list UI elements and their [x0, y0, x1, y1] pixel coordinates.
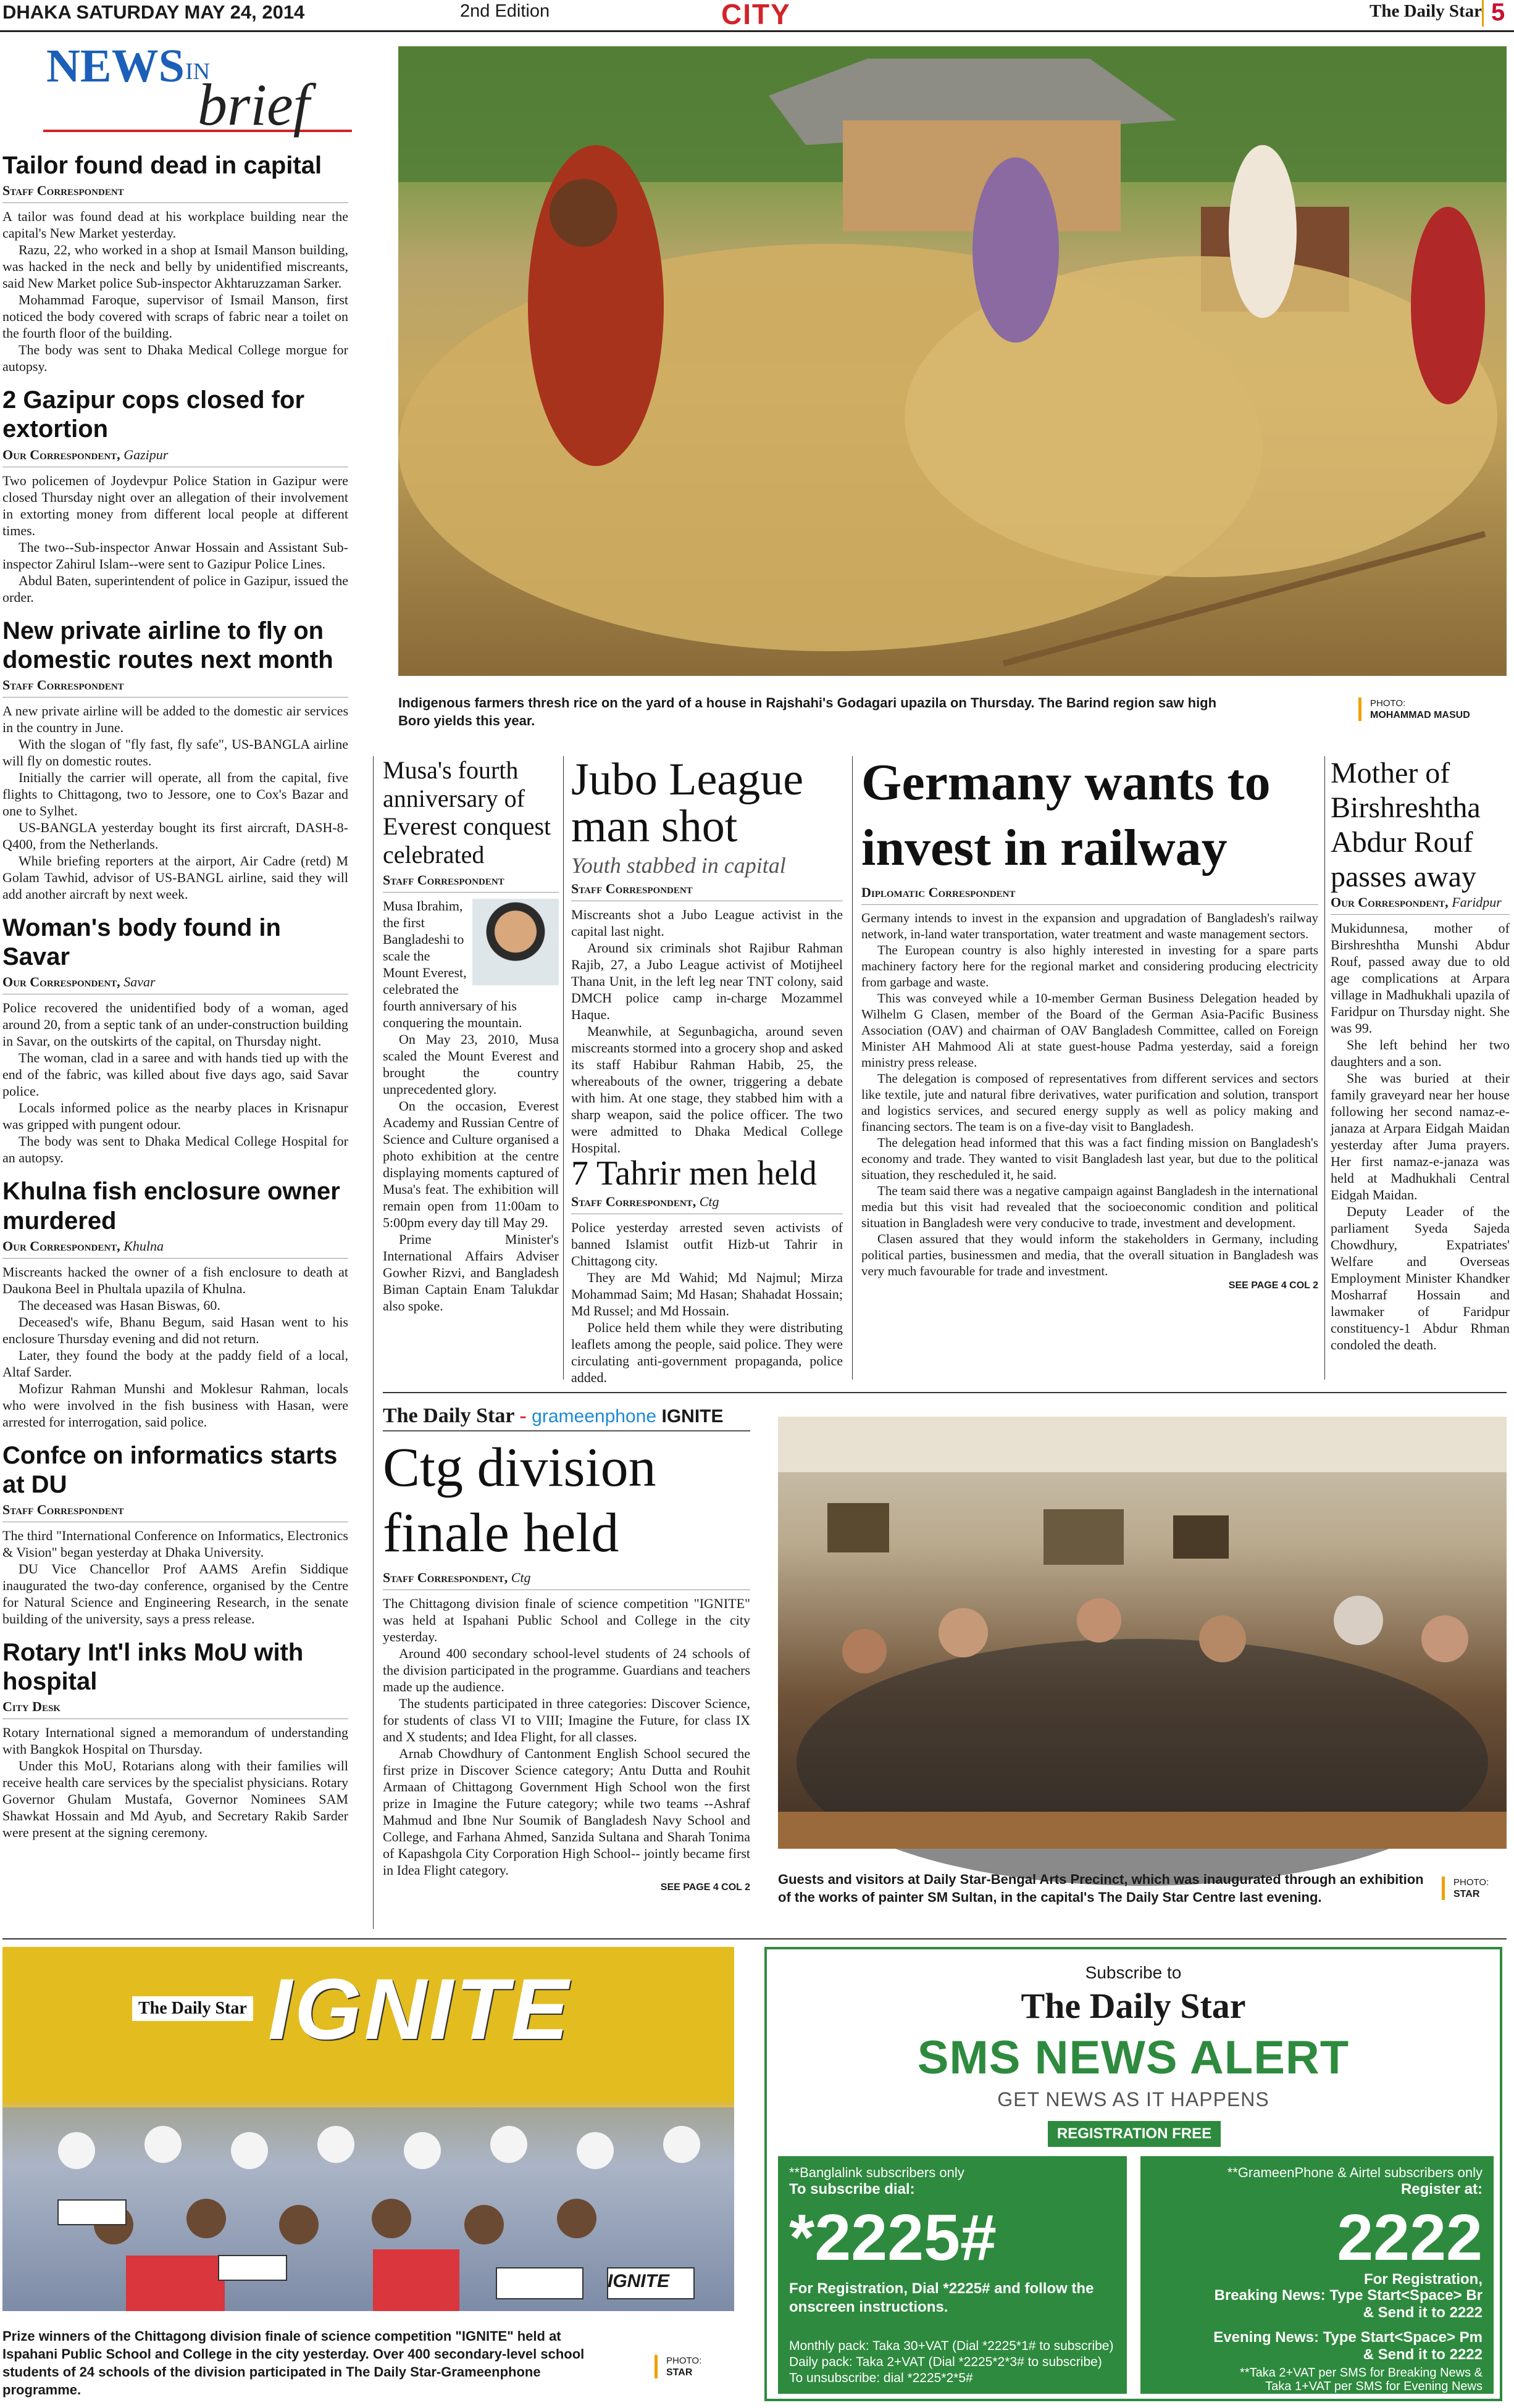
ignite-headline: Ctg division finale held — [383, 1437, 656, 1564]
brief-paragraph: DU Vice Chancellor Prof AAMS Arefin Siddique inaugurated the two-day conference, organised by the Centre for Natural Science and Engineering Research, in the senate building of the university, says a press release. — [2, 1561, 348, 1627]
brief-place: Gazipur — [123, 446, 169, 462]
sms-news-alert-ad — [764, 1947, 1502, 2401]
paragraph: The students participated in three categories: Discover Science, for students of class VI to VIII; Imagine the Future, for class IX and X students; and Idea Flight, for all classes. — [383, 1696, 750, 1744]
tahrir-byline-text: Staff Correspondent, — [571, 1193, 696, 1209]
germany-jump[interactable]: SEE PAGE 4 COL 2 — [1228, 1280, 1318, 1291]
students-photo — [2, 1947, 734, 2311]
paragraph: The Chittagong division finale of science competition "IGNITE" was held at Ispahani Public School and College in the city yesterday. — [383, 1596, 750, 1644]
section-rule — [2, 1938, 1507, 1939]
musa-story — [383, 756, 559, 1377]
section-title: CITY — [721, 0, 791, 30]
musa-byline: Staff Correspondent — [383, 872, 559, 893]
musa-headline: Musa's fourth anniversary of Everest conquest celebrated — [383, 756, 551, 869]
brief-place: Savar — [123, 974, 156, 990]
mother-headline: Mother of Birshreshtha Abdur Rouf passes away — [1331, 757, 1481, 893]
paragraph: She left behind her two daughters and a son. — [1331, 1037, 1510, 1069]
ignite-byline — [383, 1570, 750, 1590]
paragraph: Police yesterday arrested seven activists of banned Islamist outfit Hizb-ut Tahrir in Chittagong city. — [571, 1219, 843, 1269]
banglalink-note: **Banglalink subscribers only — [789, 2165, 964, 2180]
germany-byline: Diplomatic Correspondent — [861, 885, 1318, 905]
brief-byline-text: Staff Correspondent — [2, 183, 124, 199]
brief-byline — [2, 1699, 348, 1719]
brief-paragraph: Deceased's wife, Bhanu Begum, said Hasan went to his enclosure Thursday evening and did not return. — [2, 1314, 348, 1346]
brief-story — [2, 914, 348, 1166]
paragraph: On May 23, 2010, Musa scaled the Mount Everest and brought the country unprecedented glory. — [383, 1031, 559, 1098]
jubo-subtitle: Youth stabbed in capital — [571, 853, 786, 878]
paragraph: Mukidunnesa, mother of Birshreshtha Munshi Abdur Rouf, passed away due to old age complications at Arpara village in Madhukhali upazila of Faridpur on Thursday night. She was 99. — [1331, 920, 1510, 1036]
ignite-byline-text: Staff Correspondent, — [383, 1570, 508, 1585]
brief-paragraph: A new private airline will be added to the domestic air services in the country in June. — [2, 702, 348, 735]
brief-paragraph: Initially the carrier will operate, all from the capital, five flights to Chittagong, two to Jessore, one to Cox's Bazar and one to Sylhet. — [2, 769, 348, 819]
brief-byline-text: Staff Correspondent — [2, 1502, 124, 1518]
dateline: DHAKA SATURDAY MAY 24, 2014 — [2, 1, 305, 23]
brief-headline: Tailor found dead in capital — [2, 152, 322, 179]
brief-story — [2, 1441, 348, 1627]
brief-paragraph: Mofizur Rahman Munshi and Moklesur Rahman, locals who were involved in the fish business with Hasan, were arrested for interrogation, said police. — [2, 1380, 348, 1430]
threshing-photo — [398, 46, 1507, 676]
paragraph: On the occasion, Everest Academy and Russian Centre of Science and Culture organised a photo exhibition at the centre displaying moments captured of Musa's feat. The exhibition will remain open from 11:00am to 5:00pm every day till May 29. — [383, 1098, 559, 1231]
paragraph: Deputy Leader of the parliament Syeda Sajeda Chowdhury, Expatriates' Welfare and Overseas Employment Minister Khandker Mosharraf Hossain and lawmaker of Faridpur constituency-1 Abdur Rhman condoled the death. — [1331, 1204, 1510, 1352]
paragraph: Clasen assured that they would inform the stakeholders in Germany, including political parties, businessmen and media, that the overall situation in Bangladesh was very much favourable for trade and investment. — [861, 1231, 1318, 1278]
credit-label: PHOTO: — [666, 2356, 702, 2366]
ignite-dash: - — [519, 1404, 527, 1427]
brief-paragraph: The body was sent to Dhaka Medical College Hospital for an autopsy. — [2, 1133, 348, 1166]
brief-story — [2, 1177, 348, 1430]
brief-paragraph: Later, they found the body at the paddy field of a local, Altaf Sarder. — [2, 1347, 348, 1380]
gallery-illustration — [778, 1417, 1507, 1849]
brief-paragraph: The two--Sub-inspector Anwar Hossain and Assistant Sub-inspector Zahirul Islam--were sent to Gazipur Police Lines. — [2, 539, 348, 572]
brief-byline — [2, 974, 348, 994]
paragraph: Germany intends to invest in the expansion and upgradation of Bangladesh's railway network, in-land water transportation, water treatment and waste management sectors. — [861, 910, 1318, 941]
germany-story — [861, 750, 1318, 1383]
brief-byline — [2, 677, 348, 698]
banglalink-monthly: Monthly pack: Taka 30+VAT (Dial *2225*1# to subscribe) — [789, 2339, 1114, 2353]
section-rule — [383, 1392, 1507, 1393]
brief-paragraph: Under this MoU, Rotarians along with their families will receive health care services by the specialist physicians. Rotary Governor Ghulam Mustafa, Governor Nominees SAM Shawkat Hossain and Md Ayub, and Secretary Rakib Sarder were present at the signing ceremony. — [2, 1758, 348, 1841]
brief-byline-text: Our Correspondent, — [2, 974, 120, 990]
gp-reg-label: Register at: — [1400, 2181, 1483, 2198]
gallery-caption: Guests and visitors at Daily Star-Bengal Arts Precinct, which was inaugurated through an exhibition of the works of painter SM Sultan, in the capital's The Daily Star Centre last evening. — [778, 1872, 1424, 1905]
banglalink-dial-label: To subscribe dial: — [789, 2181, 915, 2198]
ignite-place: Ctg — [511, 1570, 531, 1585]
musa-portrait — [472, 899, 559, 985]
brief-paragraph: Mohammad Faroque, supervisor of Ismail Manson, first noticed the body covered with scraps of fabric near a toilet on the fourth floor of the building. — [2, 292, 348, 341]
musa-lead: Musa Ibrahim, the first Bangladeshi to scale the Mount Everest, celebrated the fourth anniversary of his conquering the mountain. — [383, 898, 522, 1031]
tahrir-headline: 7 Tahrir men held — [571, 1154, 817, 1193]
tahrir-story — [571, 1154, 843, 1383]
brief-byline — [2, 1502, 348, 1522]
students-card-text: IGNITE — [608, 2271, 670, 2291]
briefs-column — [2, 151, 348, 1917]
brief-story — [2, 1638, 348, 1841]
brief-paragraph: Rotary International signed a memorandum of understanding with Bangkok Hospital on Thursday. — [2, 1725, 348, 1757]
paragraph: Miscreants shot a Jubo League activist in the capital last night. — [571, 907, 843, 939]
ignite-story — [383, 1404, 750, 1935]
brief-paragraph: A tailor was found dead at his workplace building near the capital's New Market yesterday. — [2, 209, 348, 241]
paragraph: Arnab Chowdhury of Cantonment English School secured the first prize in Discover Science category; Antu Dutta and Rouhit Armaan of Chittagong Government High School won the first prize in Imagine the Future category; while two teams --Ashraf Mahmud and Ibne Nur Soumik of Bangladesh Navy School and College, and Farhana Ahmed, Sanzida Sultana and Sharah Tonima of Kapashgola City Corporation High School-- jointly became first in Idea Flight category. — [383, 1746, 750, 1878]
ignite-brand: IGNITE — [661, 1406, 724, 1427]
gp-note: **GrameenPhone & Airtel subscribers only — [1227, 2165, 1483, 2180]
brief-paragraph: US-BANGLA yesterday bought its first aircraft, DASH-8-Q400, from the Netherlands. — [2, 819, 348, 852]
ignite-logo-strip — [383, 1404, 750, 1431]
brief-label: brief — [198, 72, 310, 138]
brief-story — [2, 151, 348, 375]
brief-headline: New private airline to fly on domestic routes next month — [2, 617, 333, 673]
mother-byline-text: Our Correspondent, — [1331, 894, 1449, 910]
brief-headline: Confce on informatics starts at DU — [2, 1441, 338, 1498]
brief-byline — [2, 183, 348, 203]
brief-paragraph: Razu, 22, who worked in a shop at Ismail Manson building, was hacked in the neck and belly by unidentified miscreants, said New Market police Sub-inspector Akhtaruzzaman Sarker. — [2, 242, 348, 291]
germany-headline: Germany wants to invest in railway — [861, 754, 1271, 877]
grameenphone-logo: grameenphone — [532, 1406, 656, 1427]
brief-paragraph: With the slogan of "fly fast, fly safe", US-BANGLA airline will fly on domestic routes. — [2, 736, 348, 769]
gp-tariff-2: Taka 1+VAT per SMS for Evening News — [1265, 2380, 1483, 2393]
gallery-credit — [1442, 1877, 1507, 1900]
brief-byline-text: Staff Correspondent — [2, 677, 124, 693]
brief-byline-text: Our Correspondent, — [2, 446, 120, 462]
paragraph: Prime Minister's International Affairs Adviser Gowher Rizvi, and Bangladesh Biman Captain Enam Talukdar also spoke. — [383, 1231, 559, 1314]
mother-place: Faridpur — [1452, 894, 1502, 910]
paragraph: The delegation is composed of representatives from different services and sectors like textile, jute and natural fibre derivatives, water purification and solution, transport and logistics services, and secured energy supply as well as policy making and financing sectors. The team is on a five-day visit to Bangladesh. — [861, 1071, 1318, 1134]
paragraph: They are Md Wahid; Md Najmul; Mirza Mohammad Saim; Md Hasan; Shahadat Hossain; Md Russel; and Md Hossain. — [571, 1269, 843, 1319]
brief-paragraph: Abdul Baten, superintendent of police in Gazipur, issued the order. — [2, 572, 348, 605]
brief-byline — [2, 447, 348, 467]
gp-breaking: Breaking News: Type Start<Space> Br & Send it to 2222 — [1214, 2287, 1483, 2321]
brief-story — [2, 617, 348, 902]
brief-headline: Khulna fish enclosure owner murdered — [2, 1178, 340, 1235]
brief-story — [2, 386, 348, 605]
ignite-jump[interactable]: SEE PAGE 4 COL 2 — [660, 1882, 750, 1893]
ignite-daily-star-logo: The Daily Star — [383, 1404, 514, 1427]
brief-paragraph: Miscreants hacked the owner of a fish enclosure to death at Daukona Beel in Phultala upazila of Khulna. — [2, 1264, 348, 1296]
brief-byline-text: Our Correspondent, — [2, 1238, 120, 1254]
brief-paragraph: Locals informed police as the nearby places in Krisnapur was gripped with pungent odour. — [2, 1100, 348, 1133]
banglalink-daily: Daily pack: Taka 2+VAT (Dial *2225*2*3# to subscribe) — [789, 2355, 1102, 2369]
brief-paragraph: The woman, clad in a saree and with hands tied up with the end of the fabric, was killed about five days ago, said Savar police. — [2, 1050, 348, 1099]
paragraph: This was conveyed while a 10-member German Business Delegation headed by Wilhelm G Clasen, member of the Board of the German Asia-Pacific Business Association (OAV) and chairman of OAV Bangladesh Committee, called on Foreign Minister AH Mahmood Ali at state guest-house Padma yesterday, said a foreign ministry press release. — [861, 991, 1318, 1070]
brief-byline — [2, 1238, 348, 1259]
brief-paragraph: The body was sent to Dhaka Medical College morgue for autopsy. — [2, 342, 348, 375]
sms-subtitle: GET NEWS AS IT HAPPENS — [997, 2088, 1269, 2110]
in-label: IN — [185, 59, 211, 85]
jubo-byline: Staff Correspondent — [571, 881, 843, 901]
threshing-illustration — [398, 46, 1507, 676]
paragraph: The European country is also highly interested in investing for a spare parts machinery factory here for the regional market and considering producing electricity from garbage and waste. — [861, 943, 1318, 989]
brief-place: Khulna — [123, 1238, 164, 1254]
banglalink-reg: For Registration, Dial *2225# and follow the onscreen instructions. — [789, 2280, 1094, 2315]
sms-subscribe: Subscribe to — [1085, 1963, 1182, 1982]
banglalink-unsub: To unsubscribe: dial *2225*2*5# — [789, 2371, 973, 2385]
credit-name: MOHAMMAD MASUD — [1370, 710, 1470, 720]
brief-headline: Woman's body found in Savar — [2, 914, 281, 971]
paragraph: The team said there was a negative campaign against Bangladesh in the international media but this visit had revealed that the socioeconomic condition and political situation in Bangladesh were very conducive to trade, investment and development. — [861, 1183, 1318, 1230]
brief-paragraph: While briefing reporters at the airport, Air Cadre (retd) M Golam Tawhid, advisor of US-BANGL airline, said they will add another aircraft by next week. — [2, 852, 348, 902]
brief-headline: 2 Gazipur cops closed for extortion — [2, 386, 305, 443]
paragraph: She was buried at their family graveyard near her house following her second namaz-e-janaza at Arpara Eidgah Maidan yesterday after Juma prayers. Her first namaz-e-janaza was held at Madhukhali Central Eidgah Maidan. — [1331, 1070, 1510, 1202]
mother-story — [1331, 756, 1510, 1383]
masthead — [0, 0, 1514, 32]
paragraph: Around six criminals shot Rajibur Rahman Rajib, 27, a Jubo League activist of Motijheel Thana Unit, in the left leg near TNT colony, said DMCH police camp in-charge Mozammel Haque. — [571, 940, 843, 1022]
threshing-caption: Indigenous farmers thresh rice on the yard of a house in Rajshahi's Godagari upazila on Thursday. The Barind region saw high Boro yields this year. — [398, 695, 1217, 728]
column-rule — [852, 756, 853, 1380]
registration-free-badge: REGISTRATION FREE — [1048, 2121, 1221, 2147]
masthead-logo: The Daily Star — [1370, 1, 1483, 21]
jubo-headline: Jubo League man shot — [571, 754, 804, 852]
paragraph: Police held them while they were distributing leaflets among the people, said police. They were circulating anti-government propaganda, police added. — [571, 1319, 843, 1385]
students-banner-logo: The Daily Star — [132, 1996, 253, 2021]
tahrir-place: Ctg — [699, 1193, 719, 1209]
column-rule — [373, 756, 374, 1929]
tahrir-byline — [571, 1194, 843, 1214]
banglalink-code: *2225# — [789, 2201, 997, 2274]
gp-tariff-1: **Taka 2+VAT per SMS for Breaking News & — [1240, 2366, 1483, 2380]
gp-evening: Evening News: Type Start<Space> Pm & Send it to 2222 — [1213, 2329, 1483, 2363]
credit-name: STAR — [1453, 1889, 1480, 1899]
brief-paragraph: Police recovered the unidentified body of a woman, aged around 20, from a septic tank of an under-construction building in Savar, on the outskirts of the capital, on Thursday night. — [2, 1000, 348, 1049]
students-banner-text: IGNITE — [268, 1960, 571, 2057]
brief-paragraph: The third "International Conference on Informatics, Electronics & Vision" began yesterday at Dhaka University. — [2, 1528, 348, 1560]
column-rule — [1324, 756, 1325, 1380]
paragraph: Meanwhile, at Segunbagicha, around seven miscreants stormed into a grocery shop and asked its staff Habibur Rahman Habib, 25, the whereabouts of the owner, triggering a debate with him. At one stage, they stabbed him with a sharp weapon, said the police officer. The two were admitted to Dhaka Medical College Hospital. — [571, 1023, 843, 1156]
students-caption: Prize winners of the Chittagong division finale of science competition "IGNITE" held at Ispahani Public School and College in the city yesterday. Over 400 secondary-level school students of 24 schools of the division participated in The Daily Star-Grameenphone programme. — [2, 2328, 585, 2398]
paragraph: The delegation head informed that this was a fact finding mission on Bangladesh's economy and trade. They wanted to visit Bangladesh last year, but due to the political situation, they rescheduled it, he said. — [861, 1135, 1318, 1182]
paragraph: Around 400 secondary school-level students of 24 schools of the division participated in the programme. Guardians and teachers made up the audience. — [383, 1646, 750, 1694]
brief-headline: Rotary Int'l inks MoU with hospital — [2, 1639, 304, 1696]
column-rule — [563, 756, 564, 1380]
students-credit — [655, 2355, 732, 2378]
page-number: 5 — [1482, 0, 1505, 27]
brief-paragraph: Two policemen of Joydevpur Police Station in Gazipur were closed Thursday night over an allegation of their involvement in extorting money from different local people at different times. — [2, 472, 348, 538]
gallery-photo — [778, 1417, 1507, 1849]
news-label: NEWS — [46, 40, 185, 92]
credit-label: PHOTO: — [1453, 1877, 1489, 1888]
jubo-story — [571, 754, 843, 1156]
credit-label: PHOTO: — [1370, 698, 1406, 709]
threshing-credit — [1358, 698, 1500, 721]
mother-byline — [1331, 894, 1510, 915]
sms-title: SMS NEWS ALERT — [917, 2031, 1350, 2084]
gp-reg: For Registration, — [1363, 2271, 1483, 2288]
credit-name: STAR — [666, 2367, 693, 2378]
grameenphone-panel — [1140, 2156, 1494, 2394]
sms-logo: The Daily Star — [1021, 1986, 1246, 2026]
brief-byline-text: City Desk — [2, 1699, 61, 1715]
brief-paragraph: The deceased was Hasan Biswas, 60. — [19, 1297, 220, 1313]
gp-code: 2222 — [1337, 2201, 1483, 2274]
edition-label: 2nd Edition — [460, 1, 550, 21]
banglalink-panel — [778, 2156, 1127, 2394]
news-in-brief-logo — [43, 40, 352, 138]
